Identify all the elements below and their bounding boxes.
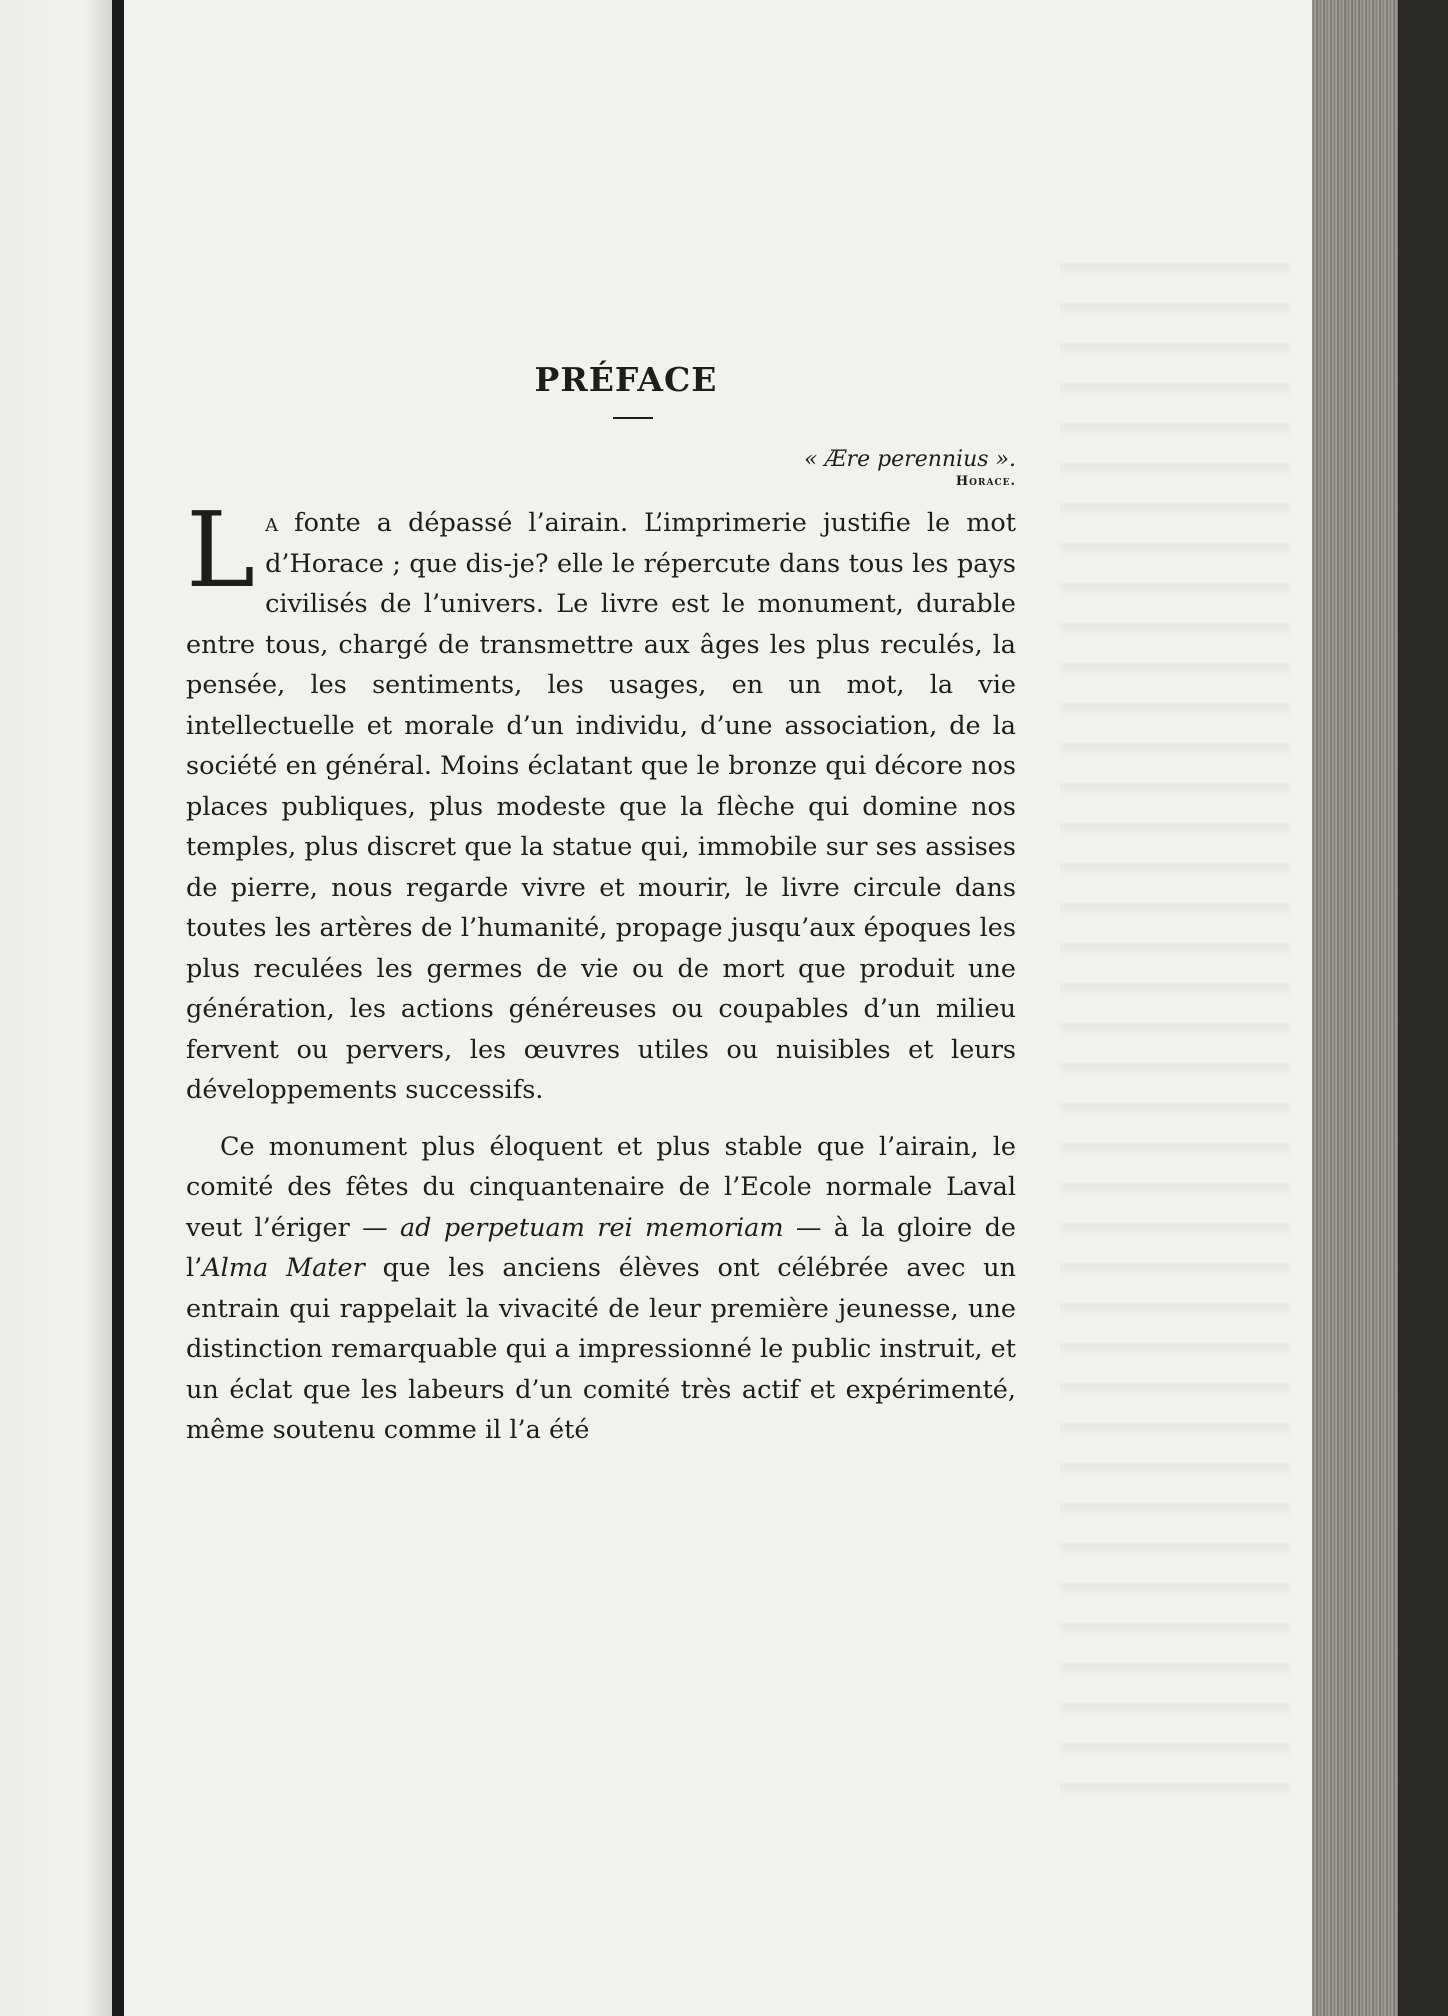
- para2-text-b: — à la gloire de l’: [186, 1212, 1016, 1283]
- para2-italic-2: Alma Mater: [202, 1253, 365, 1283]
- epigraph: « Ære perennius ».: [804, 447, 1016, 472]
- previous-page-edge: [0, 0, 118, 2016]
- para2-text-a: Ce monument plus éloquent et plus stable que l’airain, le comité des fêtes du cinquantenaire de l’Ecole normale Laval veut l’ériger —: [186, 1131, 1016, 1243]
- paragraph-2: [186, 1127, 1016, 1451]
- epigraph-attribution: [186, 474, 1016, 489]
- para1-text: fonte a dépassé l’airain. L’imprimerie justifie le mot d’Horace ; que dis-je? elle le répercute dans tous les pays civilisés de l’univers. Le livre est le monument, durable entre tous, chargé de transmettre aux âges les plus reculés, la pensée, les sentiments, les usages, en un mot, la vie intellectuelle et morale d’un individu, d’une association, de la société en général. Moins éclatant que le bronze qui décore nos places publiques, plus modeste que la flèche qui domine nos temples, plus discret que la statue qui, immobile sur ses assises de pierre, nous regarde vivre et mourir, le livre circule dans toutes les artères de l’humanité, propage jusqu’aux époques les plus reculées les germes de vie ou de mort que produit une génération, les actions généreuses ou coupables d’un milieu fervent ou pervers, les œuvres utiles ou nuisibles et leurs développements successifs.: [186, 508, 1016, 1105]
- title-rule: [613, 417, 653, 419]
- para2-text-c: que les anciens élèves ont célébrée avec un entrain qui rappelait la vivacité de leur première jeunesse, une distinction remarquable qui a impressionné le public instruit, et un éclat que les labeurs d’un comité très actif et expérimenté, même soutenu comme il l’a été: [186, 1253, 1016, 1445]
- book-gutter: [112, 0, 124, 2016]
- page-content: [186, 360, 1016, 1451]
- page-title: PRÉFACE: [534, 360, 718, 399]
- body-text: [186, 489, 1016, 1451]
- drop-cap: L: [186, 489, 256, 611]
- paragraph-1: [186, 489, 1016, 1111]
- page-block-edge: [1312, 0, 1398, 2016]
- para1-lead: a: [265, 508, 279, 538]
- book-cover-edge: [1398, 0, 1448, 2016]
- para2-italic-1: ad perpetuam rei memoriam: [399, 1212, 784, 1243]
- show-through-text: [1060, 240, 1290, 1800]
- attribution-text: Horace.: [955, 474, 1016, 489]
